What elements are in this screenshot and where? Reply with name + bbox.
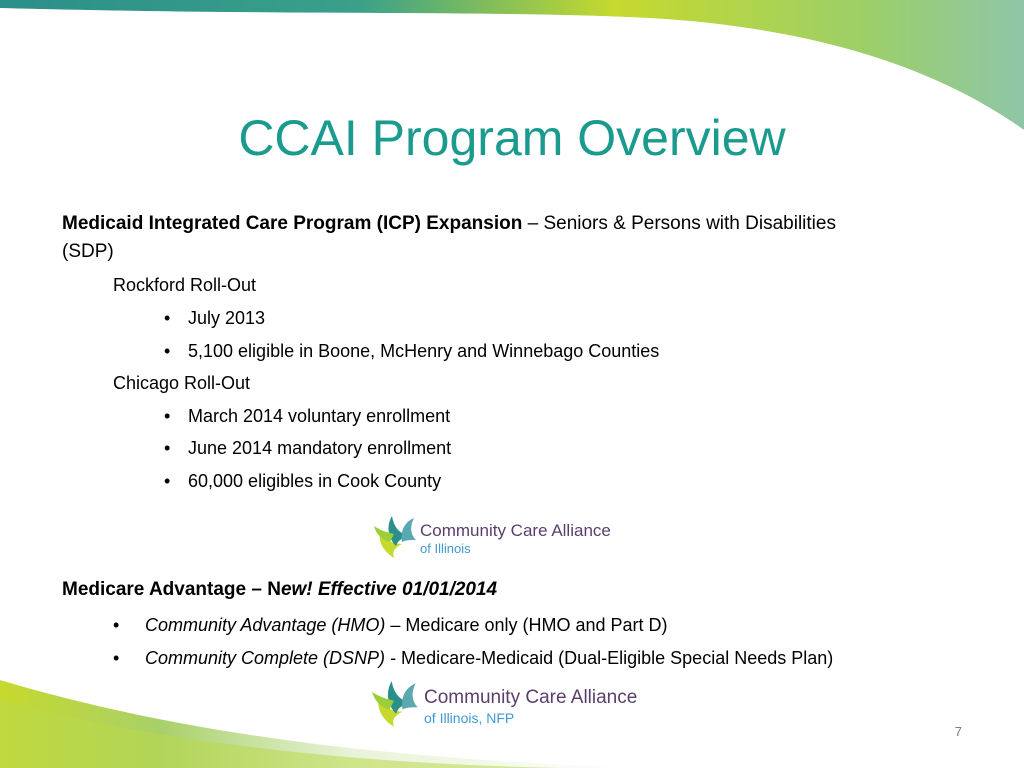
cca-logo-icon [372, 512, 418, 562]
medicare-heading [62, 576, 962, 604]
bullet-text: July 2013 [188, 308, 266, 328]
cca-logo-name: Community Care Alliance [420, 521, 611, 540]
cca-logo-subtitle: of Illinois [420, 541, 471, 556]
icp-heading-rest: – Seniors & Persons with Disabilities [522, 213, 836, 234]
bullet-text: March 2014 voluntary enrollment [188, 406, 451, 426]
cca-nfp-logo-icon [370, 676, 420, 732]
plan-name: Community Complete (DSNP) [145, 648, 386, 668]
cca-nfp-logo-name: Community Care Alliance [424, 687, 638, 708]
cca-logo [372, 512, 632, 562]
page-number: 7 [954, 724, 962, 739]
bullet-text: June 2014 mandatory enrollment [188, 438, 452, 458]
medicare-heading-italic: ew! Effective 01/01/2014 [280, 579, 498, 600]
rockford-label: Rockford Roll-Out [113, 275, 257, 295]
plan-bullet: • Community Complete (DSNP) - Medicare-Medicaid (Dual-Eligible Special Needs Plan) [113, 648, 834, 668]
cca-nfp-logo-subtitle: of Illinois, NFP [424, 710, 515, 726]
plan-desc: - Medicare-Medicaid (Dual-Eligible Special Needs Plan) [385, 648, 834, 668]
medicare-heading-bold: Medicare Advantage – N [62, 579, 281, 600]
slide-title: CCAI Program Overview [238, 110, 786, 166]
plan-bullet: • Community Advantage (HMO) – Medicare only (HMO and Part D) [113, 615, 668, 635]
chicago-bullet: • June 2014 mandatory enrollment [164, 438, 452, 458]
bullet-text: 5,100 eligible in Boone, McHenry and Winnebago Counties [188, 341, 660, 361]
rockford-bullet: • July 2013 [164, 308, 266, 328]
icp-heading-rest-line2: (SDP) [62, 241, 114, 262]
chicago-bullet: • 60,000 eligibles in Cook County [164, 471, 442, 491]
cca-nfp-logo [370, 676, 660, 732]
icp-heading [62, 210, 962, 266]
bullet-text: 60,000 eligibles in Cook County [188, 471, 442, 491]
plan-desc: – Medicare only (HMO and Part D) [385, 615, 668, 635]
chicago-bullet: • March 2014 voluntary enrollment [164, 406, 451, 426]
rockford-bullet: • 5,100 eligible in Boone, McHenry and Winnebago Counties [164, 341, 660, 361]
chicago-label: Chicago Roll-Out [113, 373, 251, 393]
plan-name: Community Advantage (HMO) [145, 615, 386, 635]
icp-heading-bold: Medicaid Integrated Care Program (ICP) Expansion [62, 213, 523, 234]
